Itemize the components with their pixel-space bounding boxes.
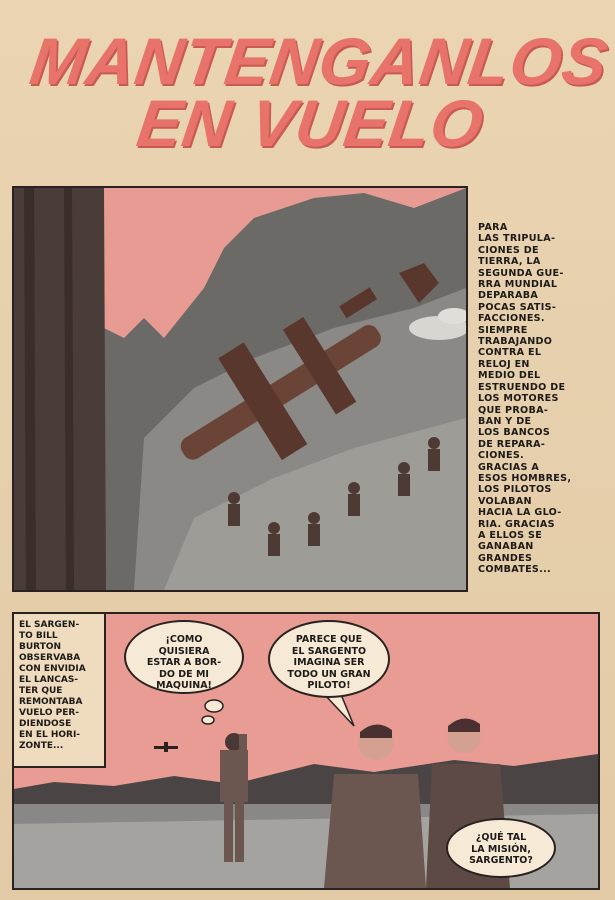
narration-top-line: ESTRUENDO DE xyxy=(478,381,566,393)
narration-top-line: ESOS HOMBRES, xyxy=(478,472,572,484)
narration-top-line: LOS BANCOS xyxy=(478,427,551,439)
narration-top-line: CIONES DE xyxy=(478,244,539,256)
narration-top-line: MEDIO DEL xyxy=(478,370,541,382)
narration-top-line: DEPARABA xyxy=(478,290,539,302)
speech1-line: TODO UN GRAN xyxy=(287,668,371,680)
speech1-line: EL SARGENTO xyxy=(291,645,367,657)
narration-bottom-line: CON ENVIDIA xyxy=(19,664,86,674)
narration-top-line: GRANDES xyxy=(478,552,533,564)
panel-crash-scene xyxy=(12,186,468,592)
narration-bottom-line: REMONTABA xyxy=(19,697,83,707)
narration-bottom-line: ZONTE... xyxy=(19,741,64,751)
thought-line: MAQUINA! xyxy=(156,680,212,691)
thought-line: ESTAR A BOR- xyxy=(146,657,222,668)
narration-top-line: VOLABAN xyxy=(478,495,532,507)
narration-top-line: COMBATES... xyxy=(478,564,551,576)
narration-top-line: CIONES. xyxy=(478,450,525,462)
narration-caption-bottom xyxy=(14,614,106,768)
narration-bottom-line: EN EL HORI- xyxy=(19,730,81,740)
narration-top-line: TIERRA, LA xyxy=(478,256,541,268)
narration-top-line: RELOJ EN xyxy=(478,358,530,370)
narration-top-line: A ELLOS SE xyxy=(478,529,543,541)
narration-top-line: POCAS SATIS- xyxy=(478,301,557,313)
thought-line: QUISIERA xyxy=(158,645,210,657)
narration-bottom-line: TO BILL xyxy=(19,631,58,641)
narration-top-line: HACIA LA GLO- xyxy=(478,507,562,519)
narration-top-line: CONTRA EL xyxy=(478,347,542,359)
narration-top-line: BAN Y DE xyxy=(478,415,532,427)
panel-airfield-scene xyxy=(12,612,600,890)
narration-top-line: TRABAJANDO xyxy=(478,336,553,348)
narration-top-line: RRA MUNDIAL xyxy=(478,279,558,291)
narration-top-line: DE REPARA- xyxy=(478,438,546,450)
narration-bottom-line: EL SARGEN- xyxy=(19,620,80,630)
narration-top-line: QUE PROBA- xyxy=(478,404,549,416)
narration-top-line: GANABAN xyxy=(478,541,534,553)
narration-top-line: SIEMPRE xyxy=(478,324,528,336)
title-line-2: EN VUELO xyxy=(132,86,489,160)
speech2-line: SARGENTO? xyxy=(469,855,533,866)
narration-bottom-line: DIENDOSE xyxy=(19,719,72,729)
narration-top-line: PARA xyxy=(478,222,508,233)
speech1-line: PARECE QUE xyxy=(295,634,363,645)
narration-caption-top xyxy=(478,222,610,576)
narration-top-line: RIA. GRACIAS xyxy=(478,518,555,530)
speech-balloon-2 xyxy=(446,818,556,878)
narration-bottom-line: OBSERVABA xyxy=(19,653,81,663)
narration-bottom-line: TER QUE xyxy=(19,686,63,696)
narration-top-line: SEGUNDA GUE- xyxy=(478,267,564,279)
narration-bottom-line: EL LANCAS- xyxy=(19,675,79,685)
speech1-line: IMAGINA SER xyxy=(293,657,365,668)
narration-bottom-line: VUELO PER- xyxy=(19,708,80,718)
narration-bottom-line: BURTON xyxy=(19,642,62,652)
narration-top-line: LOS PILOTOS xyxy=(478,484,552,496)
speech2-line: LA MISIÓN, xyxy=(471,843,531,855)
narration-top-line: FACCIONES. xyxy=(478,313,545,325)
page-title xyxy=(11,24,615,160)
speech1-line: PILOTO! xyxy=(307,680,351,691)
title-line-1: MANTENGANLOS xyxy=(25,24,613,98)
narration-top-line: GRACIAS A xyxy=(478,461,540,473)
thought-balloon xyxy=(124,620,244,694)
narration-top-line: LAS TRIPULA- xyxy=(478,233,556,245)
narration-top-line: LOS MOTORES xyxy=(478,393,559,405)
crash-illustration xyxy=(14,188,466,590)
speech2-line: ¿QUÉ TAL xyxy=(475,832,527,843)
thought-line: DO DE MI xyxy=(159,668,209,680)
speech-balloon-1 xyxy=(268,620,390,698)
thought-line: ¡COMO xyxy=(165,634,203,645)
